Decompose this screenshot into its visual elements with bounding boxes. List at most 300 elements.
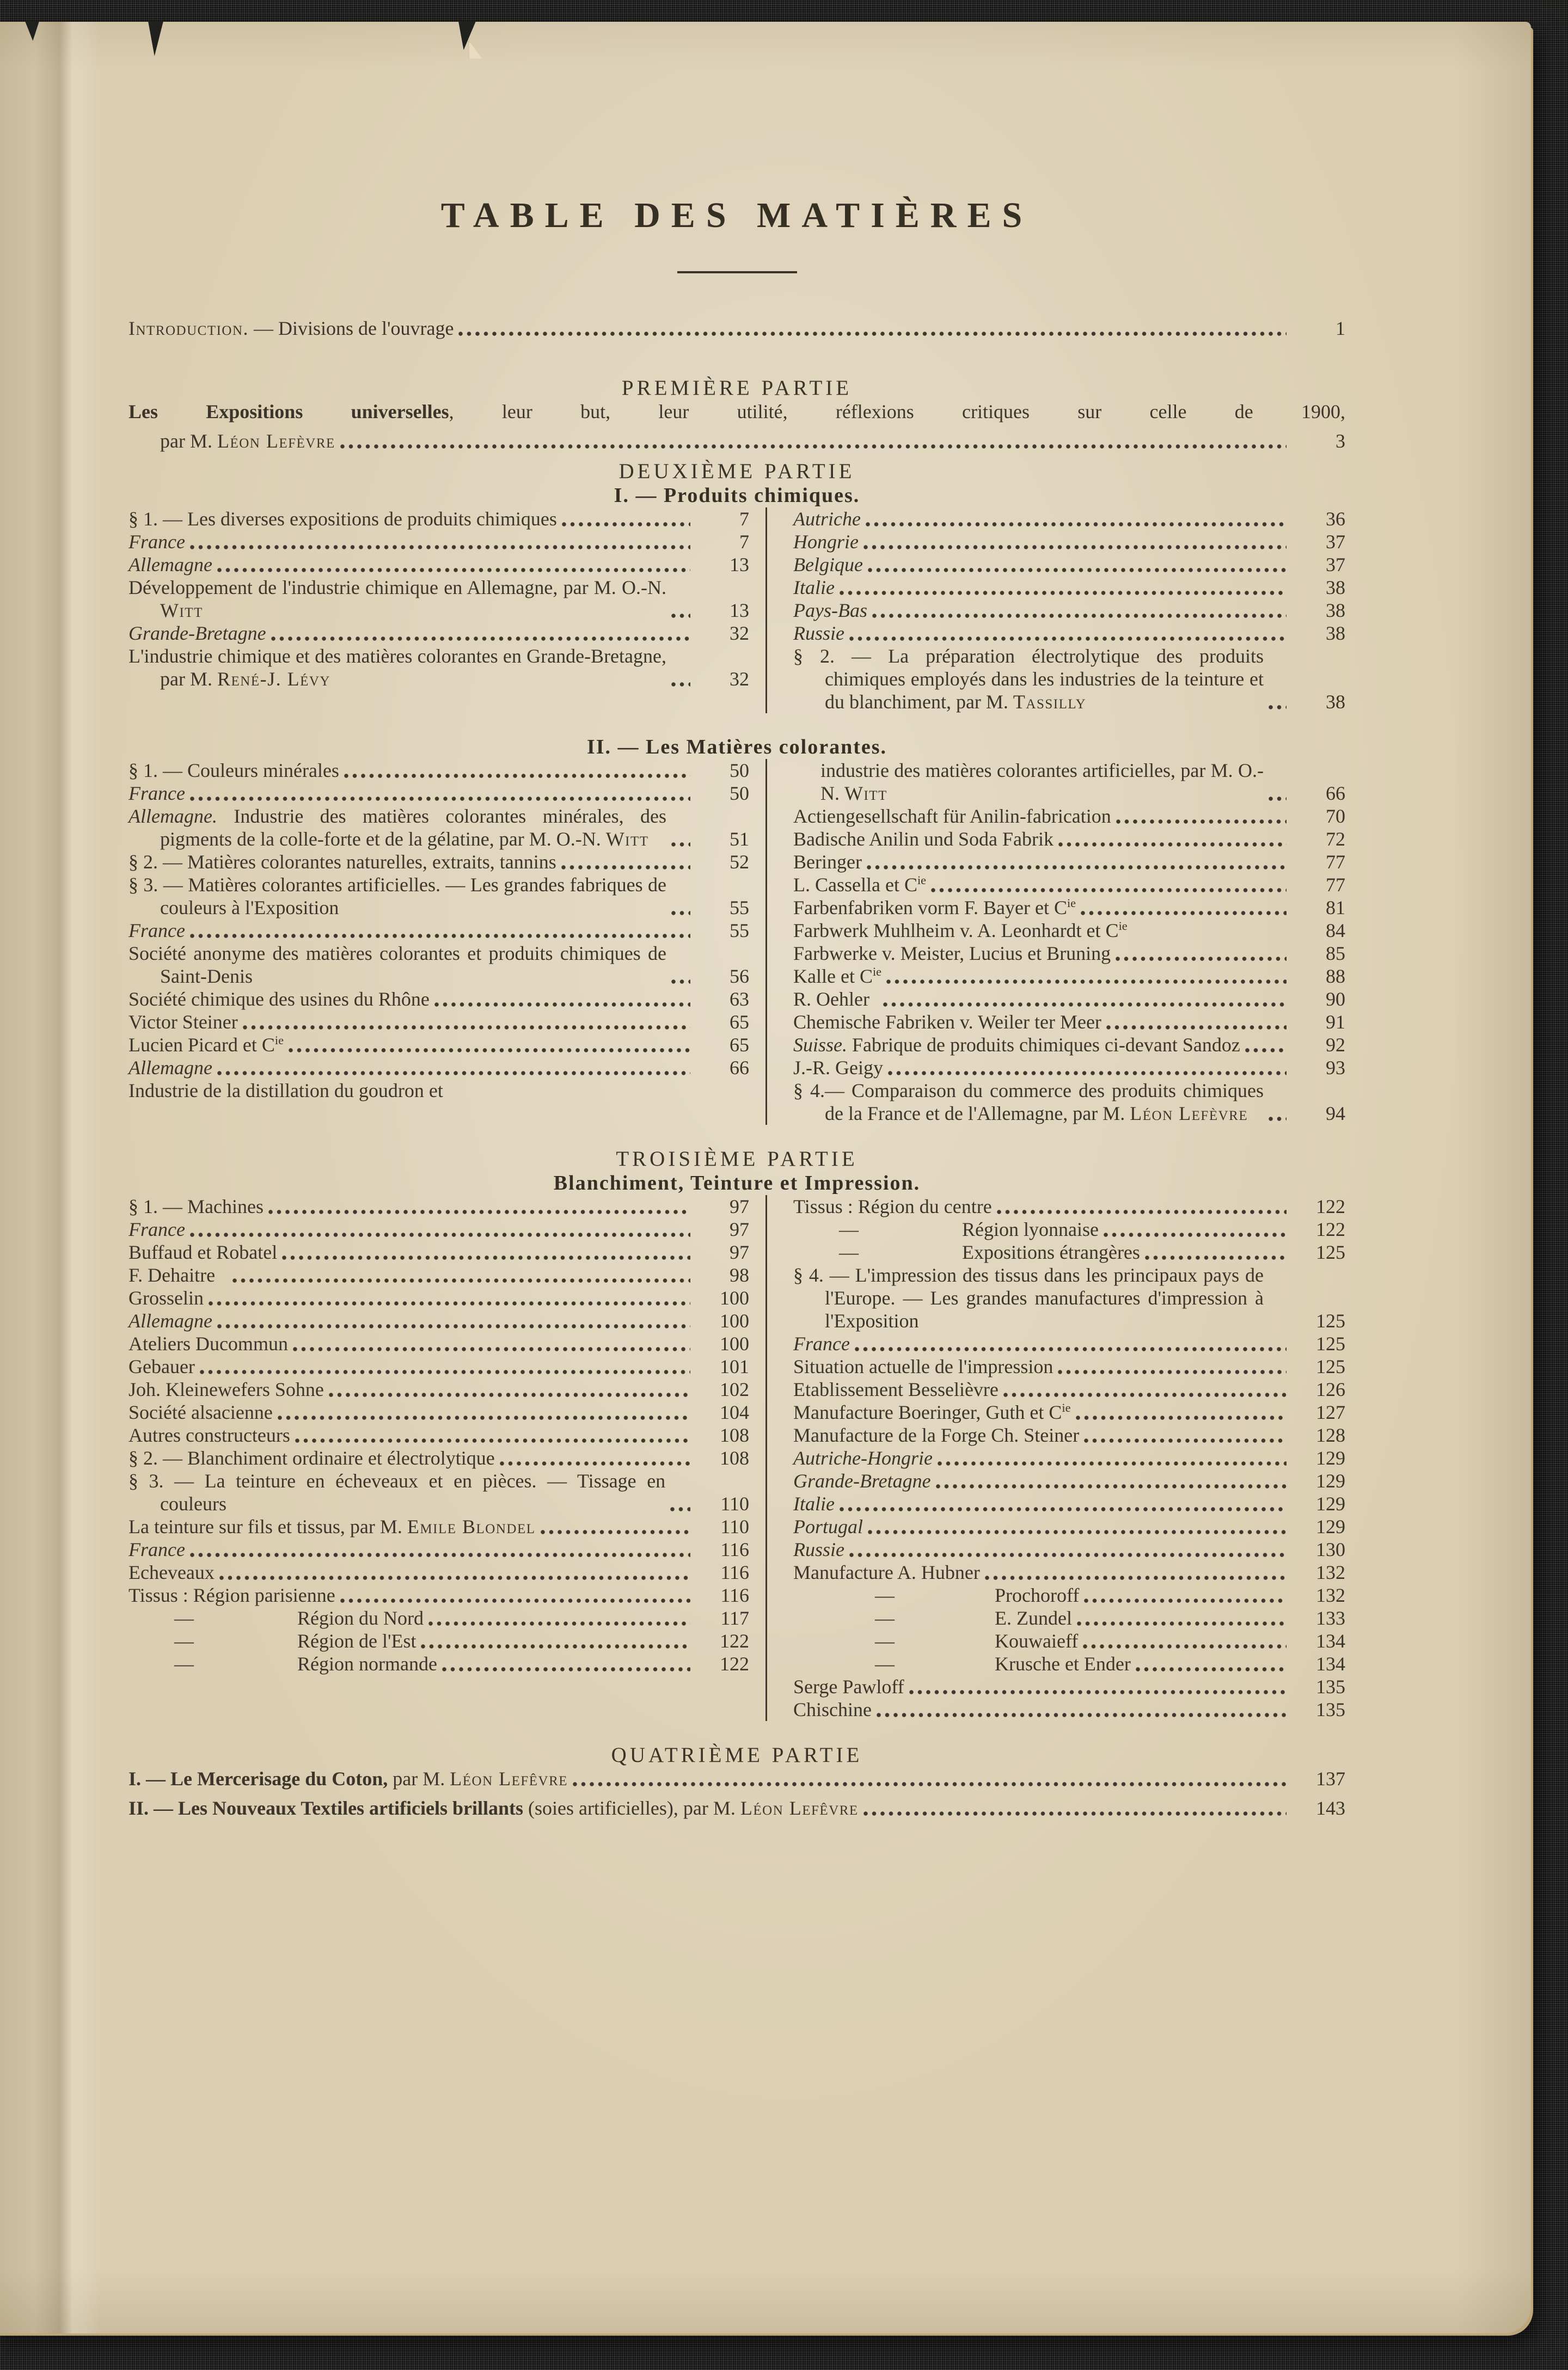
toc-entry xyxy=(793,645,1345,713)
dash-prefix: — xyxy=(839,1218,859,1240)
dot-leader xyxy=(1267,1104,1287,1123)
entry-text xyxy=(128,1797,859,1820)
entry-text-segment: Situation actuelle de l'impression xyxy=(793,1356,1054,1377)
entry-text xyxy=(793,1538,844,1561)
full-width-list xyxy=(128,400,1345,452)
entry-text xyxy=(128,1332,288,1355)
page-number: 92 xyxy=(1326,1034,1345,1056)
entry-text xyxy=(128,1652,437,1675)
entry-text-segment: Ateliers Ducommun xyxy=(128,1333,288,1355)
toc-entry xyxy=(793,919,1345,942)
entry-text-segment: L'industrie chimique et des matières colorantes en Grande-Bretagne, par M. xyxy=(128,645,666,690)
dot-leader xyxy=(1114,806,1287,826)
toc-entry xyxy=(128,576,749,622)
toc-entry xyxy=(128,553,749,576)
toc-entry xyxy=(793,1538,1345,1561)
toc-entry xyxy=(128,919,749,942)
toc-entry xyxy=(793,553,1345,576)
entry-text-segment: J.-R. Geigy xyxy=(793,1057,883,1079)
page-number: 32 xyxy=(730,668,749,690)
dot-leader xyxy=(188,921,690,940)
entry-text-segment: Manufacture A. Hubner xyxy=(793,1561,980,1583)
toc-entry xyxy=(793,1195,1345,1218)
page-number: 101 xyxy=(720,1356,749,1377)
entry-text-segment: Prochoroff xyxy=(995,1584,1080,1606)
page-number: 70 xyxy=(1326,805,1345,827)
entry-text-segment: § 3. — La teinture en écheveaux et en pièces. — Tissage en couleurs xyxy=(128,1470,666,1515)
part-heading: QUATRIÈME PARTIE xyxy=(611,1743,863,1767)
toc-entry xyxy=(793,942,1345,965)
entry-text-segment: Industrie de la distillation du goudron et xyxy=(128,1080,443,1101)
toc-entry xyxy=(128,530,749,553)
toc-entry xyxy=(128,759,749,782)
entry-text xyxy=(793,988,878,1011)
entry-text-segment: Lucien Picard et C xyxy=(128,1034,275,1056)
entry-text xyxy=(128,1218,185,1241)
toc-content xyxy=(0,22,1345,1820)
page-number: 122 xyxy=(720,1653,749,1675)
entry-text-segment: Kalle et C xyxy=(793,965,873,987)
dot-leader xyxy=(427,1608,690,1628)
dot-leader xyxy=(188,532,690,552)
page-number: 98 xyxy=(730,1264,749,1286)
page-number: 85 xyxy=(1326,942,1345,964)
entry-text-segment: France xyxy=(128,1539,185,1560)
entry-text xyxy=(128,576,666,622)
toc-entry xyxy=(793,1378,1345,1401)
entry-text-segment: Industrie des matières colorantes minérales, des pigments de la colle-forte et de la gélatine, par M. O.-N. xyxy=(160,805,666,850)
page-number: 102 xyxy=(720,1379,749,1400)
entry-text xyxy=(128,1584,335,1607)
entry-text-segment: Russie xyxy=(793,622,844,644)
page-number: 125 xyxy=(1316,1333,1345,1355)
dot-leader xyxy=(571,1769,1287,1789)
dot-leader xyxy=(669,1494,690,1514)
toc-entry xyxy=(128,1469,749,1515)
dot-leader xyxy=(188,1540,690,1559)
page-number: 72 xyxy=(1326,828,1345,850)
dot-leader xyxy=(862,532,1287,552)
page-number: 90 xyxy=(1326,988,1345,1010)
entry-text xyxy=(793,599,867,622)
dot-leader xyxy=(280,1242,690,1262)
toc-entry xyxy=(793,1401,1345,1424)
entry-text xyxy=(793,1561,980,1584)
entry-text xyxy=(128,1447,495,1469)
page-number: 66 xyxy=(730,1057,749,1079)
page-number: 7 xyxy=(739,531,749,553)
toc-entry xyxy=(793,1584,1345,1607)
dot-leader xyxy=(342,761,690,780)
dot-leader xyxy=(886,1058,1287,1077)
page-number: 55 xyxy=(730,920,749,941)
entry-text xyxy=(128,759,339,782)
dot-leader xyxy=(1056,1357,1287,1376)
entry-text-segment: Développement de l'industrie chimique en Allemagne, par M. O.-N. xyxy=(128,577,666,598)
entry-text-segment: Société alsacienne xyxy=(128,1401,273,1423)
page-number: 84 xyxy=(1326,920,1345,941)
page-number: 129 xyxy=(1316,1470,1345,1492)
page-number: 134 xyxy=(1316,1630,1345,1652)
entry-text-segment: Belgique xyxy=(793,554,863,575)
toc-entry xyxy=(128,1033,749,1056)
toc-entry xyxy=(793,1630,1345,1652)
entry-text xyxy=(128,873,666,919)
page-number: 97 xyxy=(730,1196,749,1217)
entry-text-segment: L. Cassella et C xyxy=(793,874,917,896)
dot-leader xyxy=(1131,921,1287,940)
page-number: 13 xyxy=(730,554,749,575)
dot-leader xyxy=(216,1311,690,1331)
entry-text-segment: Etablissement Besselièvre xyxy=(793,1379,999,1400)
toc-entry xyxy=(793,988,1345,1011)
right-column xyxy=(765,759,1345,1125)
toc-entry xyxy=(128,1195,749,1218)
page-number: 117 xyxy=(720,1607,749,1629)
dot-leader xyxy=(1244,1035,1287,1055)
entry-text xyxy=(128,1033,284,1056)
entry-text xyxy=(793,1378,999,1401)
toc-entry xyxy=(793,1675,1345,1698)
entry-text-segment: Beringer xyxy=(793,851,862,873)
toc-entry xyxy=(793,622,1345,645)
dot-leader xyxy=(198,1357,690,1376)
entry-text-segment: § 2. — La préparation électrolytique des produits chimiques employés dans les industries de la teinture et du blanchiment, par M. xyxy=(793,645,1264,713)
toc-entry xyxy=(128,1241,749,1264)
page-number: 110 xyxy=(720,1516,749,1538)
page-number: 129 xyxy=(1316,1447,1345,1469)
entry-text xyxy=(793,1056,883,1079)
dash-prefix: — xyxy=(174,1630,194,1652)
entry-text xyxy=(793,507,861,530)
page-number: 110 xyxy=(720,1493,749,1515)
toc-entry xyxy=(793,1355,1345,1378)
entry-text-segment: § 4.— Comparaison du commerce des produits chimiques de la France et de l'Allemagne, par M. xyxy=(793,1080,1264,1124)
toc-entry xyxy=(793,1607,1345,1630)
dot-leader xyxy=(276,1403,690,1422)
toc-entry xyxy=(128,1218,749,1241)
entry-text-segment: Suisse. xyxy=(793,1034,847,1056)
toc-entry xyxy=(128,873,749,919)
toc-entry xyxy=(793,1492,1345,1515)
toc-entry xyxy=(128,805,749,850)
entry-text xyxy=(793,1079,1264,1125)
toc-entry xyxy=(793,507,1345,530)
entry-text-segment: Société anonyme des matières colorantes et produits chimiques de Saint-Denis xyxy=(128,942,666,987)
entry-text xyxy=(128,1264,228,1287)
page-number: 100 xyxy=(720,1333,749,1355)
dot-leader xyxy=(241,1012,690,1032)
toc-entry xyxy=(793,1264,1345,1332)
entry-text-segment: Grande-Bretagne xyxy=(128,622,266,644)
toc-entry xyxy=(793,1332,1345,1355)
entry-text xyxy=(793,1607,1072,1630)
left-column xyxy=(128,507,765,713)
entry-text-segment: René-J. Lévy xyxy=(217,668,330,690)
toc-entry xyxy=(793,1241,1345,1264)
dot-leader xyxy=(670,966,690,986)
toc-entry xyxy=(128,1515,749,1538)
dot-leader xyxy=(866,1517,1287,1536)
toc-entry xyxy=(793,1698,1345,1721)
entry-text-segment: Portugal xyxy=(793,1516,863,1538)
dot-leader xyxy=(871,601,1287,620)
dot-leader xyxy=(929,875,1287,895)
dot-leader xyxy=(339,431,1287,451)
left-column xyxy=(128,759,765,1125)
entry-text xyxy=(793,1401,1071,1424)
page-number: 37 xyxy=(1326,554,1345,575)
page-number: 135 xyxy=(1316,1676,1345,1698)
toc-entry xyxy=(128,1287,749,1309)
page-number: 66 xyxy=(1326,782,1345,804)
dot-leader xyxy=(885,966,1287,986)
entry-text-segment: ie xyxy=(917,873,927,887)
entry-text xyxy=(793,1652,1131,1675)
entry-text xyxy=(793,1424,1079,1447)
entry-text xyxy=(128,530,185,553)
entry-text xyxy=(793,1492,835,1515)
toc-entry xyxy=(128,1011,749,1033)
toc-entry xyxy=(128,1332,749,1355)
entry-text xyxy=(128,1241,277,1264)
part-heading: TROISIÈME PARTIE xyxy=(616,1147,858,1171)
page-number: 125 xyxy=(1316,1310,1345,1332)
dot-leader xyxy=(207,1288,690,1308)
entry-text xyxy=(793,828,1054,850)
entry-text-segment: Tassilly xyxy=(1013,691,1087,713)
entry-text-segment: II. — Les Nouveaux Textiles artificiels brillants xyxy=(128,1797,524,1819)
page-number: 13 xyxy=(730,599,749,621)
dot-leader xyxy=(433,989,690,1009)
page-number: 38 xyxy=(1326,599,1345,621)
entry-text-segment: Allemagne xyxy=(128,554,212,575)
entry-text xyxy=(128,1195,264,1218)
page-number: 127 xyxy=(1316,1401,1345,1423)
section-subtitle: Blanchiment, Teinture et Impression. xyxy=(553,1172,921,1195)
entry-text-segment: § 1. — Les diverses expositions de produits chimiques xyxy=(128,508,557,530)
entry-text-segment: § 1. — Machines xyxy=(128,1196,264,1217)
toc-entry xyxy=(793,1056,1345,1079)
toc-entry xyxy=(128,1264,749,1287)
entry-text-segment: Manufacture Boeringer, Guth et C xyxy=(793,1401,1062,1423)
dot-leader xyxy=(560,852,690,872)
dot-leader xyxy=(188,1220,690,1239)
page-number: 88 xyxy=(1326,965,1345,987)
entry-text xyxy=(128,1309,212,1332)
entry-text-segment: Witt xyxy=(605,828,649,850)
entry-text-segment: Italie xyxy=(793,1493,835,1515)
entry-text-segment: Région normande xyxy=(297,1653,437,1675)
entry-text-segment: Farbwerke v. Meister, Lucius et Bruning xyxy=(793,942,1111,964)
entry-text-segment: ie xyxy=(1062,1401,1071,1414)
entry-text xyxy=(793,553,863,576)
entry-text-segment: Léon Lefèvre xyxy=(1130,1103,1248,1124)
entry-text xyxy=(128,1011,238,1033)
title-rule xyxy=(677,271,797,273)
entry-text-segment: § 4. — L'impression des tissus dans les principaux pays de l'Europe. — Les grandes manufactures d'impression à l'Exposition xyxy=(793,1264,1264,1332)
entry-text xyxy=(793,1332,850,1355)
dot-leader xyxy=(864,509,1287,529)
entry-text-segment: — Divisions de l'ouvrage xyxy=(249,317,454,339)
entry-text xyxy=(793,622,844,645)
entry-text xyxy=(128,1561,215,1584)
page-number: 116 xyxy=(720,1561,749,1583)
dash-prefix: — xyxy=(875,1630,895,1652)
entry-text-segment: France xyxy=(128,782,185,804)
dot-leader xyxy=(1267,692,1287,712)
dot-leader xyxy=(188,783,690,803)
page-number: 94 xyxy=(1326,1103,1345,1124)
toc-entry xyxy=(793,1033,1345,1056)
entry-text xyxy=(793,1584,1079,1607)
entry-text xyxy=(793,759,1264,805)
dot-leader xyxy=(838,1494,1287,1514)
page-number: 125 xyxy=(1316,1241,1345,1263)
entry-text xyxy=(128,1424,290,1447)
entry-text-segment: La teinture sur fils et tissus, par M. xyxy=(128,1516,407,1538)
entry-text-segment: § 3. — Matières colorantes artificielles. — Les grandes fabriques de couleurs à l'Exposition xyxy=(128,874,666,918)
dot-leader xyxy=(1079,898,1287,917)
dot-leader xyxy=(419,1631,690,1651)
toc-entry xyxy=(793,850,1345,873)
entry-text-segment: E. Zundel xyxy=(995,1607,1072,1629)
dot-leader xyxy=(539,1517,691,1536)
entry-text-segment: Emile Blondel xyxy=(407,1516,536,1538)
entry-text xyxy=(128,1378,324,1401)
page-number: 91 xyxy=(1326,1011,1345,1033)
toc-body xyxy=(128,376,1345,1820)
dot-leader xyxy=(560,509,690,529)
page-number: 38 xyxy=(1326,577,1345,598)
page-number: 7 xyxy=(739,508,749,530)
dot-leader xyxy=(1002,1380,1287,1399)
entry-text-segment: Région lyonnaise xyxy=(962,1218,1099,1240)
toc-entry xyxy=(128,1447,749,1469)
dot-leader xyxy=(1267,1311,1287,1331)
entry-text-segment: Italie xyxy=(793,577,835,598)
page-number: 97 xyxy=(730,1218,749,1240)
entry-text-segment: § 2. — Blanchiment ordinaire et électrolytique xyxy=(128,1447,495,1469)
entry-text-segment: par M. xyxy=(160,430,217,452)
page-number: 108 xyxy=(720,1424,749,1446)
dot-leader xyxy=(1102,1220,1287,1239)
entry-text-segment: Autres constructeurs xyxy=(128,1424,290,1446)
entry-text-segment: Badische Anilin und Soda Fabrik xyxy=(793,828,1054,850)
entry-text xyxy=(128,400,1345,423)
dot-leader xyxy=(1082,1585,1287,1605)
page-number: 100 xyxy=(720,1310,749,1332)
entry-text xyxy=(793,576,835,599)
toc-entry xyxy=(793,1515,1345,1538)
entry-text xyxy=(128,850,556,873)
entry-text-segment: ie xyxy=(274,1033,284,1047)
entry-text-segment: Grande-Bretagne xyxy=(793,1470,931,1492)
entry-text xyxy=(128,430,335,452)
part-heading: PREMIÈRE PARTIE xyxy=(621,376,853,400)
dot-leader xyxy=(287,1035,690,1055)
dot-leader xyxy=(291,1334,690,1354)
entry-text xyxy=(793,1630,1078,1652)
entry-text xyxy=(128,1079,443,1102)
page-number: 135 xyxy=(1316,1699,1345,1720)
left-column xyxy=(128,1195,765,1721)
page-number: 93 xyxy=(1326,1057,1345,1079)
entry-text xyxy=(793,873,926,896)
page-number: 52 xyxy=(730,851,749,873)
page-number: 116 xyxy=(720,1539,749,1560)
page-number: 77 xyxy=(1326,851,1345,873)
entry-text-segment: France xyxy=(128,1218,185,1240)
dot-leader xyxy=(848,623,1287,643)
entry-text-segment: Witt xyxy=(160,599,203,621)
entry-text xyxy=(793,530,859,553)
toc-entry xyxy=(128,645,749,690)
toc-entry xyxy=(128,1630,749,1652)
two-column-list xyxy=(128,1195,1345,1721)
entry-text xyxy=(128,942,666,988)
toc-entry xyxy=(128,782,749,805)
toc-entry xyxy=(793,965,1345,988)
entry-text-segment: Victor Steiner xyxy=(128,1011,238,1033)
toc-entry xyxy=(128,1309,749,1332)
toc-entry xyxy=(793,1561,1345,1584)
full-width-list xyxy=(128,1767,1345,1820)
entry-text-segment: Autriche-Hongrie xyxy=(793,1447,933,1469)
page-number: 129 xyxy=(1316,1493,1345,1515)
toc-entry xyxy=(128,988,749,1011)
page-number: 55 xyxy=(730,897,749,918)
toc-entry xyxy=(128,1561,749,1584)
page-number: 132 xyxy=(1316,1584,1345,1606)
dot-leader xyxy=(838,578,1287,597)
entry-text xyxy=(793,1469,931,1492)
page-number: 65 xyxy=(730,1011,749,1033)
entry-text xyxy=(128,805,666,850)
entry-text xyxy=(128,1538,185,1561)
dot-leader xyxy=(670,669,690,689)
entry-text-segment: I. — Le Mercerisage du Coton, xyxy=(128,1768,388,1790)
toc-entry xyxy=(128,622,749,645)
dot-leader xyxy=(862,1798,1287,1818)
dot-leader xyxy=(1267,783,1287,803)
page-number: 122 xyxy=(1316,1196,1345,1217)
entry-text-segment: Tissus : Région du centre xyxy=(793,1196,992,1217)
toc-entry xyxy=(128,1378,749,1401)
toc-entry xyxy=(793,1469,1345,1492)
toc-entry xyxy=(128,1584,749,1607)
dash-prefix: — xyxy=(875,1607,895,1629)
dot-leader xyxy=(1105,1012,1287,1032)
toc-entry xyxy=(128,1652,749,1675)
page-number: 133 xyxy=(1316,1607,1345,1629)
toc-entry xyxy=(128,1424,749,1447)
entry-text xyxy=(793,1241,1140,1264)
dash-prefix: — xyxy=(174,1607,194,1629)
toc-entry xyxy=(128,430,1345,452)
dot-leader xyxy=(670,601,690,620)
entry-text xyxy=(793,1355,1053,1378)
section-subtitle: I. — Produits chimiques. xyxy=(614,484,860,507)
paper-sheet xyxy=(0,22,1531,2334)
entry-text-segment: Léon Lefêvre xyxy=(740,1797,859,1819)
page-number: 122 xyxy=(1316,1218,1345,1240)
entry-text-segment: Chischine xyxy=(793,1699,872,1720)
toc-entry xyxy=(128,1355,749,1378)
entry-text-segment: (soies artificielles), par M. xyxy=(523,1797,740,1819)
toc-entry xyxy=(793,1011,1345,1033)
entry-text xyxy=(128,317,454,340)
